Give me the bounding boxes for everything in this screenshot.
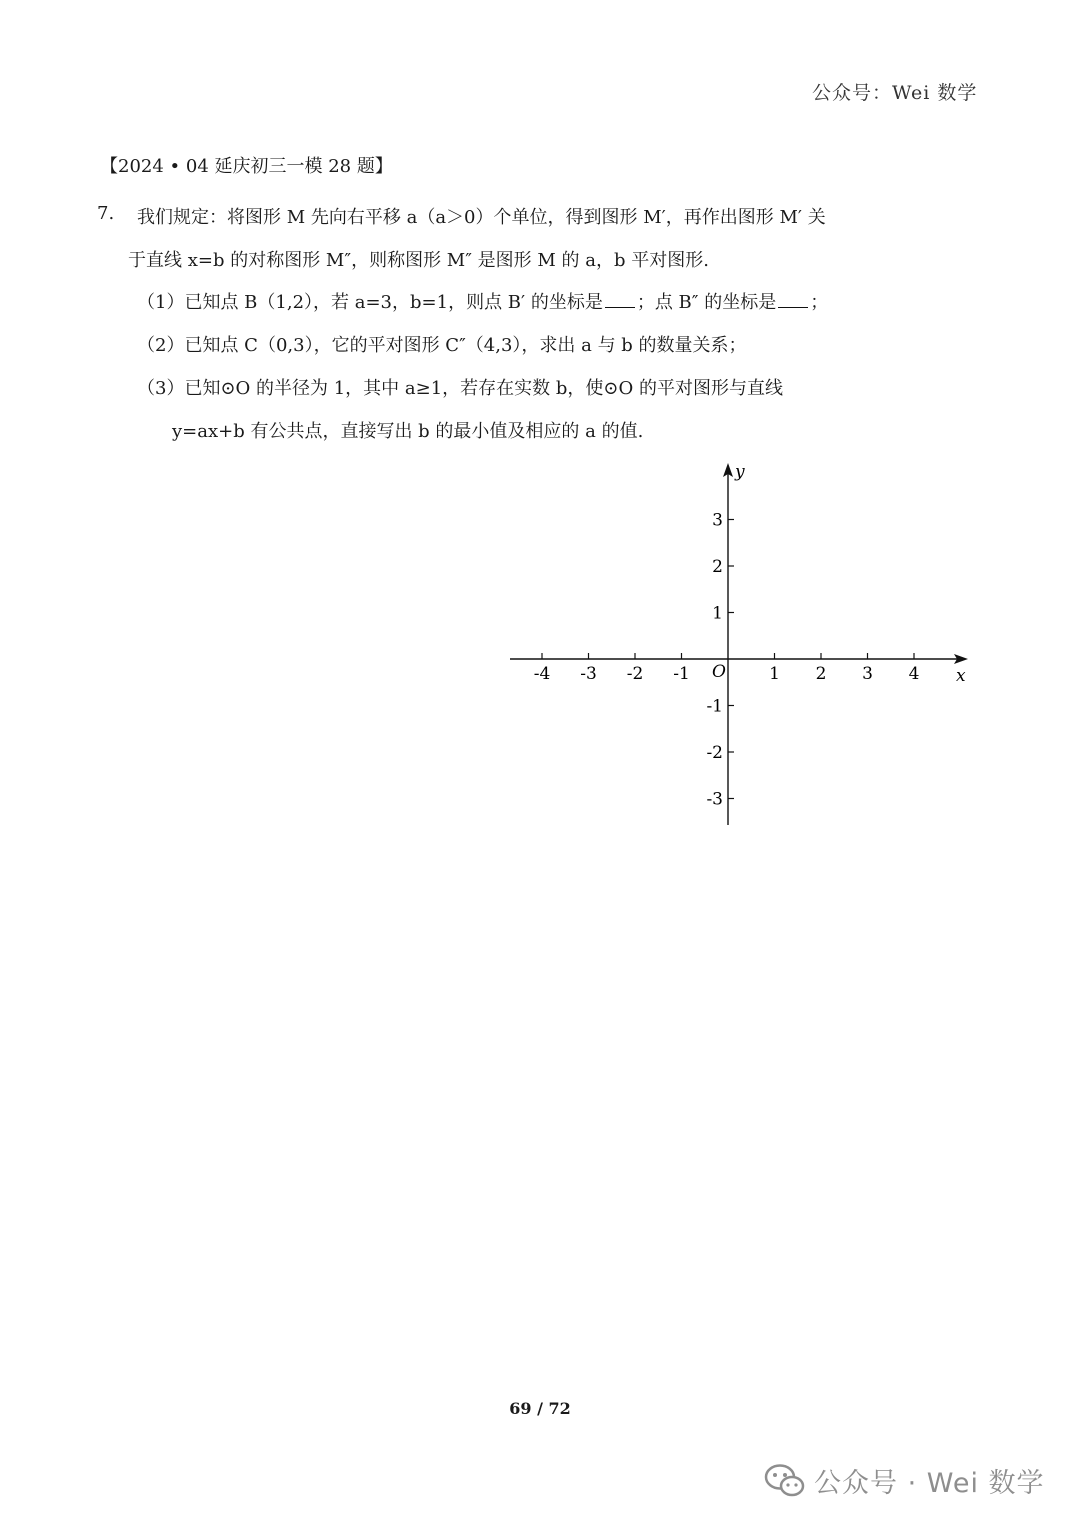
part-1-text-a: （1）已知点 B（1,2），若 a=3，b=1，则点 B′ 的坐标是 (137, 292, 603, 313)
page-number: 69 / 72 (509, 1399, 571, 1418)
y-tick-label: -1 (706, 696, 723, 717)
answer-blank-b-prime (605, 293, 635, 308)
footer-watermark-text: 公众号 · Wei 数学 (814, 1468, 1045, 1499)
y-tick-label: 3 (712, 510, 723, 531)
x-tick-label: -4 (533, 664, 551, 684)
question-number: 7. (97, 203, 115, 224)
x-tick-label: -1 (673, 664, 690, 684)
y-axis-label: y (735, 462, 745, 482)
origin-label: O (712, 662, 726, 682)
part-3-line-2: y=ax+b 有公共点，直接写出 b 的最小值及相应的 a 的值. (172, 421, 644, 442)
question-stem-line-2: 于直线 x=b 的对称图形 M″，则称图形 M″ 是图形 M 的 a，b 平对图形. (128, 250, 709, 271)
x-tick-label: 1 (769, 664, 780, 684)
axes (510, 463, 968, 825)
x-tick-label: -2 (626, 664, 644, 684)
part-1 (137, 288, 828, 314)
coordinate-grid (500, 455, 980, 835)
y-tick-label: 2 (712, 557, 723, 577)
answer-blank-b-double-prime (778, 293, 808, 308)
x-tick-label: 4 (908, 664, 920, 684)
question-stem-line-1: 我们规定：将图形 M 先向右平移 a（a＞0）个单位，得到图形 M′，再作出图形 M′ 关 (137, 207, 826, 228)
x-axis-label: x (956, 666, 966, 686)
part-3-line-1: （3）已知⊙O 的半径为 1，其中 a≥1，若存在实数 b，使⊙O 的平对图形与直线 (137, 378, 783, 399)
part-1-text-c: ； (810, 292, 829, 313)
ticks (534, 511, 920, 810)
y-tick-label: -2 (706, 743, 723, 763)
x-tick-label: 3 (862, 664, 873, 684)
y-tick-label: -3 (706, 789, 723, 810)
header-brand: 公众号：Wei 数学 (812, 82, 978, 104)
part-1-text-b: ；点 B″ 的坐标是 (636, 292, 777, 313)
footer-watermark (764, 1461, 1045, 1500)
x-tick-label: -3 (580, 664, 597, 684)
source-tag: 【2024 • 04 延庆初三一模 28 题】 (100, 156, 393, 177)
wechat-icon (764, 1463, 806, 1499)
x-tick-label: 2 (815, 664, 827, 684)
part-2: （2）已知点 C（0,3），它的平对图形 C″（4,3），求出 a 与 b 的数量关系； (137, 335, 747, 356)
y-tick-label: 1 (712, 603, 723, 624)
